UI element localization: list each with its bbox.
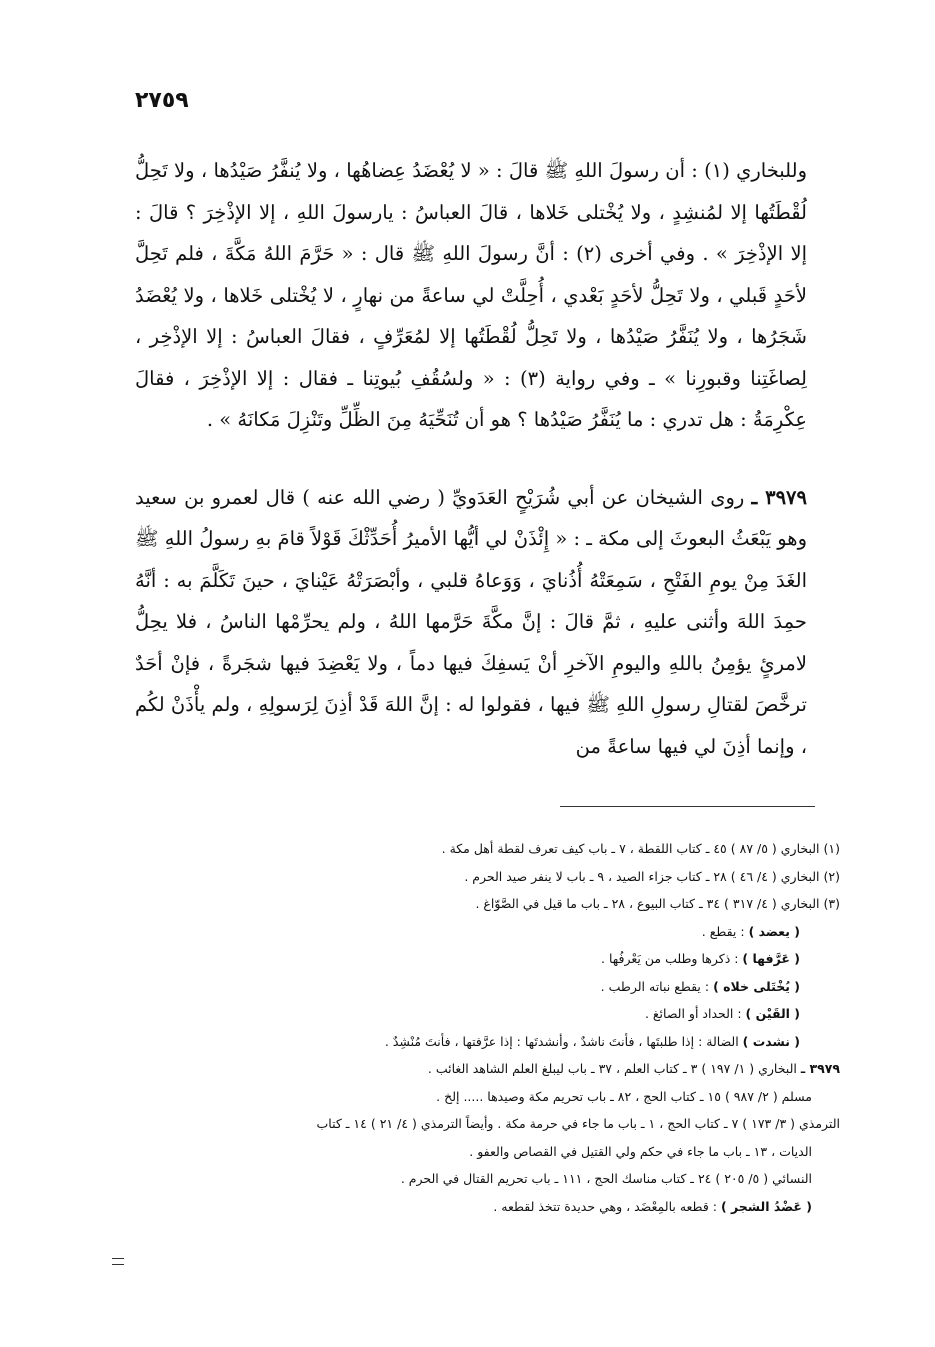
gloss-term: ( القَيْن ) <box>745 1006 800 1021</box>
gloss-3 <box>135 973 840 1001</box>
footnote-1: (١) البخاري ( ٥/ ٨٧ ) ٤٥ ـ كتاب اللقطة ، ٧ ـ باب كيف تعرف لقطة أهل مكة . <box>441 841 840 856</box>
page-number: ٢٧٥٩ <box>135 88 189 113</box>
gloss-term: ( عَضْدُ الشجر ) <box>720 1198 812 1214</box>
gloss-def: : قطعه بالمِعْضَد ، وهي حديدة تتخذ لقطعه . <box>493 1198 721 1214</box>
gloss-4 <box>135 1000 840 1028</box>
gloss-5 <box>135 1028 840 1056</box>
final-gloss <box>135 1193 840 1221</box>
gloss-term: ( يعضد ) <box>748 923 800 939</box>
source-text: البخاري ( ١/ ١٩٧ ) ٣ ـ كتاب العلم ، ٣٧ ـ باب ليبلغ العلم الشاهد الغائب . <box>427 1061 797 1076</box>
margin-mark <box>112 1258 124 1265</box>
source-4: الديات ، ١٣ ـ باب ما جاء في حكم ولي القتيل في القصاص والعفو . <box>469 1143 812 1159</box>
sources-number: ٣٩٧٩ ـ <box>800 1061 840 1076</box>
footnote-2: (٢) البخاري ( ٤/ ٤٦ ) ٢٨ ـ كتاب جزاء الصيد ، ٩ ـ باب لا ينفر صيد الحرم . <box>464 868 840 884</box>
hadith-paragraph <box>135 477 807 768</box>
source-2: مسلم ( ٢/ ٩٨٧ ) ١٥ ـ كتاب الحج ، ٨٢ ـ باب تحريم مكة وصيدها ..... إلخ . <box>436 1088 812 1104</box>
paragraph-bukhari: وللبخاري (١) : أن رسولَ اللهِ ﷺ قالَ : « لا يُعْضَدُ عِضاهُها ، ولا يُنفَّرُ صَيْدُها ، ولا تَحِلُّ لُقْطَتُها إلا لمُنشِدٍ ، ولا يُخْتلى خَلاها ، قالَ العباسُ : يارسولَ اللهِ ، إلا الإذْخِرَ ؟ قالَ : إلا الإذْخِرَ » . وفي أخرى (٢) : أنَّ رسولَ اللهِ ﷺ قال : « حَرَّمَ اللهُ مَكَّةَ ، فلم تَحِلَّ لأحَدٍ قَبلي ، ولا تَحِلُّ لأحَدٍ بَعْدي ، أُحِلَّتْ لي ساعةً من نهارٍ ، لا يُخْتلى خَلاها ، ولا يُعْضَدُ شَجَرُها ، ولا يُنَفَّرُ صَيْدُها ، ولا تَحِلُّ لُقْطَتُها إلا لمُعَرِّفٍ ، فقالَ العباسُ : إلا الإذْخِر ، لِصاغَتِنا وقبورِنا » ـ وفي رواية (٣) : « ولسُقُفِ بُيوتِنا ـ فقال : إلا الإذْخِرَ ، فقالَ عِكْرِمَةُ : هل تدري : ما يُنَفَّرُ صَيْدُها ؟ هو أن تُنَحِّيَهُ مِنَ الظِّلِّ وتَنْزِلَ مَكانَهُ » . <box>135 159 808 431</box>
source-3: الترمذي ( ٣/ ١٧٣ ) ٧ ـ كتاب الحج ، ١ ـ باب ما جاء في حرمة مكة . وأيضاً الترمذي ( ٤/ ٢١ ) ١٤ ـ كتاب <box>316 1116 840 1131</box>
gloss-term: ( عَرَّفها ) <box>742 951 800 966</box>
gloss-1 <box>135 918 840 946</box>
source-5: النسائي ( ٥/ ٢٠٥ ) ٢٤ ـ كتاب مناسك الحج ، ١١١ ـ باب تحريم القتال في الحرم . <box>400 1171 812 1186</box>
main-text <box>135 150 807 767</box>
footnotes <box>135 835 840 1220</box>
gloss-def: : يقطع نباته الرطب . <box>600 978 714 994</box>
gloss-def: : الحداد أو الصائغ . <box>644 1006 746 1021</box>
gloss-def: : يقطع . <box>701 923 749 939</box>
gloss-term: ( نشدت ) <box>742 1033 800 1049</box>
hadith-number: ٣٩٧٩ ـ <box>751 485 807 509</box>
gloss-term: ( يُخْتَلى خلاه ) <box>713 978 800 994</box>
footnote-3: (٣) البخاري ( ٤/ ٣١٧ ) ٣٤ ـ كتاب البيوع ، ٢٨ ـ باب ما قيل في الصَّوّاغ . <box>475 896 840 911</box>
source-1 <box>135 1055 840 1083</box>
gloss-def: الضالة : إذا طلبتَها ، فأنتَ ناشدٌ ، وأنشدتَها : إذا عرَّفتها ، فأنتَ مُنْشِدٌ . <box>384 1033 743 1049</box>
hadith-text: روى الشيخان عن أبي شُرَيْحٍ العَدَويِّ ( رضي الله عنه ) قال لعمرو بن سعيد وهو يَبْعَثُ البعوثَ إلى مكة ـ : « إِئْذَنْ لي أيُّها الأميرُ أُحَدِّثْكَ قَوْلاً قامَ بهِ رسولُ اللهِ ﷺ الغَدَ مِنْ يومِ الفَتْحِ ، سَمِعَتْهُ أُذُنايَ ، وَوَعاهُ قلبي ، وأبْصَرَتْهُ عَيْنايَ ، حينَ تَكَلَّمَ به : أنَّهُ حمِدَ اللهَ وأثنى عليهِ ، ثمَّ قالَ : إنَّ مكَّةَ حَرَّمها اللهُ ، ولم يحرِّمْها الناسُ ، فلا يحِلُّ لامرئٍ يؤمِنُ باللهِ واليومِ الآخرِ أنْ يَسفِكَ فيها دماً ، ولا يَعْضِدَ فيها شجَرةً ، فإنْ أحَدٌ ترخَّصَ لقتالِ رسولِ اللهِ ﷺ فيها ، فقولوا له : إنَّ اللهَ قَدْ أذِنَ لِرَسولِهِ ، ولم يأْذَنْ لكُم ، وإنما أذِنَ لي فيها ساعةً من <box>135 485 807 758</box>
footnote-separator <box>560 806 815 807</box>
gloss-def: : ذكرها وطلب من يَعْرفُها . <box>601 951 743 966</box>
gloss-2 <box>135 945 840 973</box>
